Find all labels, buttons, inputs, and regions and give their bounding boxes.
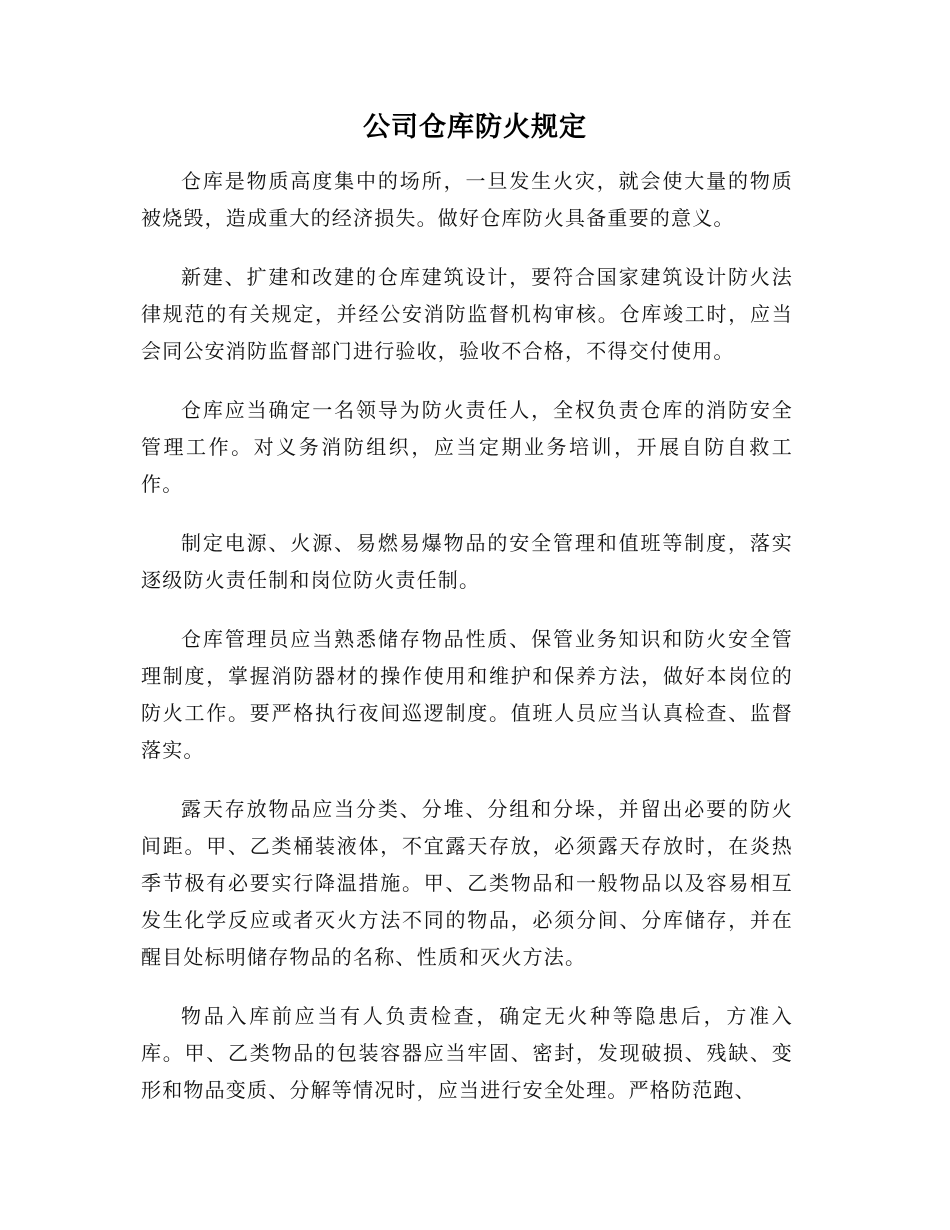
paragraph-1: 仓库是物质高度集中的场所，一旦发生火灾，就会使大量的物质被烧毁，造成重大的经济损失。做好仓库防火具备重要的意义。 (141, 169, 793, 230)
paragraph-4: 制定电源、火源、易燃易爆物品的安全管理和值班等制度，落实逐级防火责任制和岗位防火责任制。 (141, 531, 793, 592)
document-title: 公司仓库防火规定 (363, 112, 587, 143)
paragraph-2: 新建、扩建和改建的仓库建筑设计，要符合国家建筑设计防火法律规范的有关规定，并经公安消防监督机构审核。仓库竣工时，应当会同公安消防监督部门进行验收，验收不合格，不得交付使用。 (141, 265, 793, 363)
paragraph-5: 仓库管理员应当熟悉储存物品性质、保管业务知识和防火安全管理制度，掌握消防器材的操作使用和维护和保养方法，做好本岗位的防火工作。要严格执行夜间巡逻制度。值班人员应当认真检查、监督落实。 (141, 627, 793, 762)
paragraph-6: 露天存放物品应当分类、分堆、分组和分垛，并留出必要的防火间距。甲、乙类桶装液体，不宜露天存放，必须露天存放时，在炎热季节极有必要实行降温措施。甲、乙类物品和一般物品以及容易相互发生化学反应或者灭火方法不同的物品，必须分间、分库储存，并在醒目处标明储存物品的名称、性质和灭火方法。 (141, 797, 793, 969)
document-body (141, 163, 793, 1131)
paragraph-3: 仓库应当确定一名领导为防火责任人，全权负责仓库的消防安全管理工作。对义务消防组织，应当定期业务培训，开展自防自救工作。 (141, 398, 793, 496)
paragraph-7: 物品入库前应当有人负责检查，确定无火种等隐患后，方准入库。甲、乙类物品的包装容器应当牢固、密封，发现破损、残缺、变形和物品变质、分解等情况时，应当进行安全处理。严格防范跑、 (141, 1004, 793, 1102)
